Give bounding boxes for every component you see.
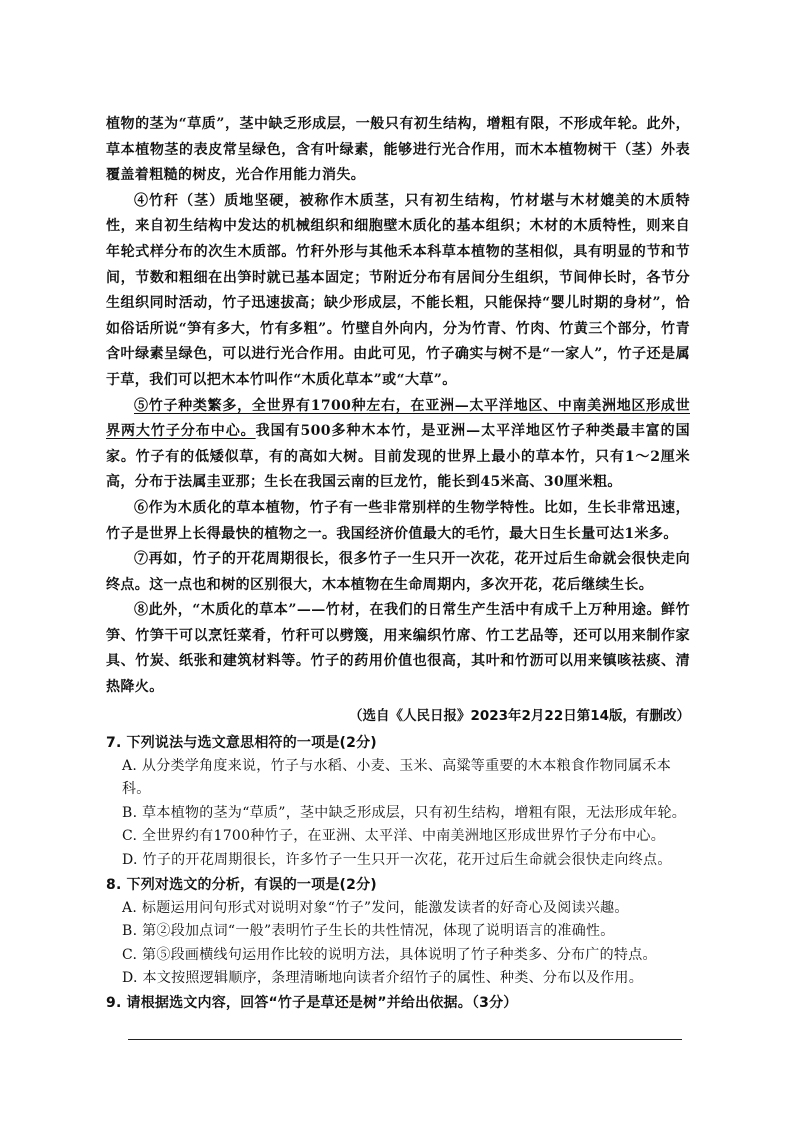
option-b[interactable]: B. 第②段加点词“一般”表明竹子生长的共性情况，体现了说明语言的准确性。 (122, 923, 615, 940)
paragraph-4: ④竹秆（茎）质地坚硬，被称作木质茎，只有初生结构，竹材堪与木材媲美的木质特性，来自初生结构中发达的机械组织和细胞壁木质化的基本组织；木材的木质特性，则来自年轮式样分布的次生木质部。竹秆外形与其他禾本科草本植物的茎相似，具有明显的节和节间，节数和粗细在出笋时就已基本固定；节附近分布有居间分生组织，节间伸长时，各节分生组织同时活动，竹子迅速拔高；缺少形成层，不能长粗，只能保持“婴儿时期的身材”，恰如俗话所说“笋有多大，竹有多粗”。竹壁自外向内，分为竹青、竹肉、竹黄三个部分，竹青含叶绿素呈绿色，可以进行光合作用。由此可见，竹子确实与树不是“一家人”，竹子还是属于草，我们可以把木本竹叫作“木质化草本”或“大草”。 (106, 192, 690, 388)
question-9 (106, 991, 690, 1040)
question-stem: 8. 下列对选文的分析，有误的一项是(2分) (106, 876, 377, 893)
reading-passage (106, 112, 690, 701)
question-8 (106, 873, 690, 991)
paragraph-5-rest: 我国有500多种木本竹，是亚洲—太平洋地区竹子种类最丰富的国家。竹子有的低矮似草，有的高如大树。目前发现的世界上最小的草本竹，只有1～2厘米高，分布于法属圭亚那；生长在我国云南的巨龙竹，能长到45米高、30厘米粗。 (106, 423, 691, 491)
source-citation: （选自《人民日报》2023年2月22日第14版，有删改） (348, 707, 690, 724)
option-c[interactable]: C. 全世界约有1700种竹子，在亚洲、太平洋、中南美洲地区形成世界竹子分布中心。 (122, 828, 666, 845)
option-d[interactable]: D. 竹子的开花周期很长，许多竹子一生只开一次花，花开过后生命就会很快走向终点。 (122, 852, 672, 869)
option-d[interactable]: D. 本文按照逻辑顺序，条理清晰地向读者介绍竹子的属性、种类、分布以及作用。 (122, 970, 644, 987)
option-list (106, 897, 690, 991)
paragraph-7: ⑦再如，竹子的开花周期很长，很多竹子一生只开一次花，花开过后生命就会很快走向终点。这一点也和树的区别很大，木本植物在生命周期内，多次开花，花后继续生长。 (106, 551, 690, 593)
option-a[interactable]: A. 标题运用问句形式对说明对象“竹子”发问，能激发读者的好奇心及阅读兴趣。 (122, 899, 629, 916)
question-list (106, 731, 690, 1040)
question-7 (106, 731, 690, 873)
paragraph-6: ⑥作为木质化的草本植物，竹子有一些非常别样的生物学特性。比如，生长非常迅速，竹子是世界上长得最快的植物之一。我国经济价值最大的毛竹，最大日生长量可达1米多。 (106, 499, 690, 542)
paragraph-stem-intro: 植物的茎为“草质”，茎中缺乏形成层，一般只有初生结构，增粗有限，不形成年轮。此外，草本植物茎的表皮常呈绿色，含有叶绿素，能够进行光合作用，而木本植物树干（茎）外表覆盖着粗糙的树皮，光合作用能力消失。 (106, 116, 690, 184)
option-b[interactable]: B. 草本植物的茎为“草质”，茎中缺乏形成层，只有初生结构，增粗有限，无法形成年轮。 (122, 804, 687, 821)
paragraph-5 (106, 394, 690, 496)
option-c[interactable]: C. 第⑤段画横线句运用作比较的说明方法，具体说明了竹子种类多、分布广的特点。 (122, 946, 657, 963)
option-list (106, 755, 690, 873)
option-a[interactable]: A. 从分类学角度来说，竹子与水稻、小麦、玉米、高粱等重要的木本粮食作物同属禾本科。 (122, 757, 672, 798)
answer-line[interactable] (128, 1039, 682, 1040)
underlined-sentence: ⑤竹子种类繁多，全世界有1700种左右，在亚洲—太平洋地区、中南美洲地区形成世界两大竹子分布中心。 (106, 397, 690, 440)
paragraph-8: ⑧此外，“木质化的草本”——竹材，在我们的日常生产生活中有成千上万种用途。鲜竹笋、竹笋干可以烹饪菜肴，竹秆可以劈篾，用来编织竹席、竹工艺品等，还可以用来制作家具、竹炭、纸张和建筑材料等。竹子的药用价值也很高，其叶和竹沥可以用来镇咳祛痰、清热降火。 (106, 602, 690, 696)
question-stem: 9. 请根据选文内容，回答“竹子是草还是树”并给出依据。（3分） (106, 995, 518, 1011)
question-stem: 7. 下列说法与选文意思相符的一项是(2分) (106, 734, 377, 751)
